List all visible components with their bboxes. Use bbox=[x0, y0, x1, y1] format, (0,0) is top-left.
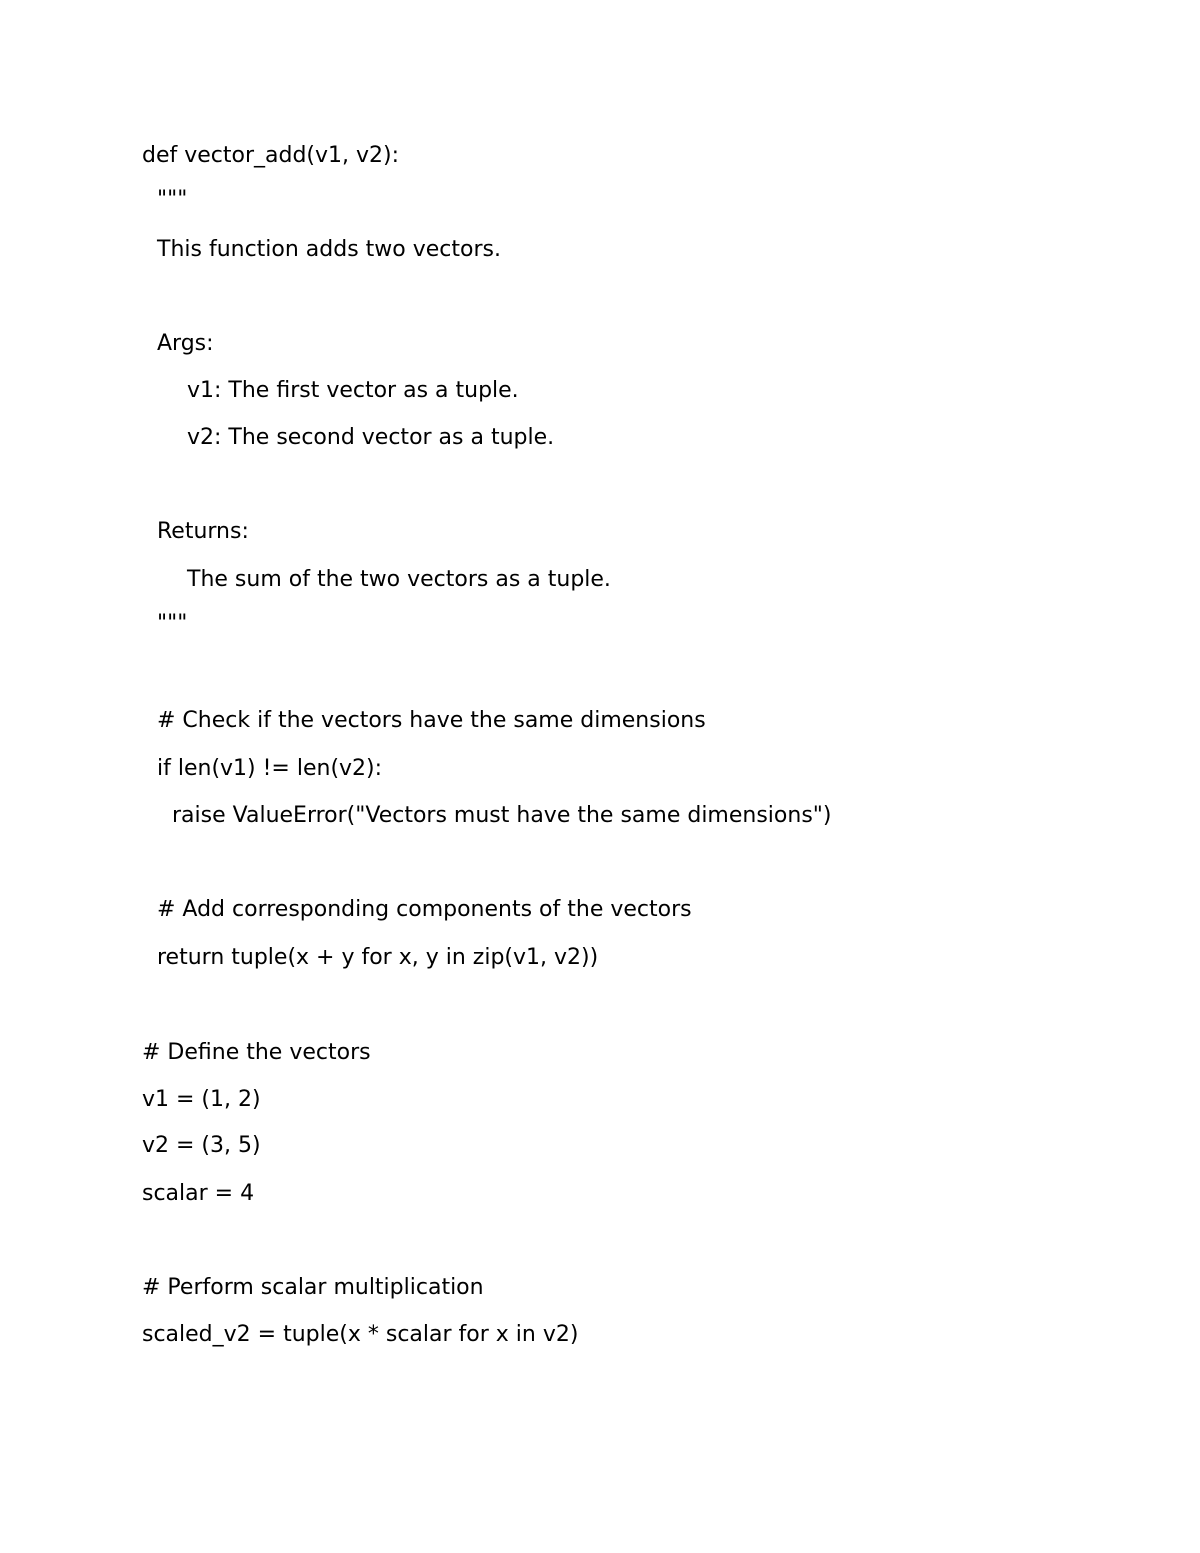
code-line-comment-add: # Add corresponding components of the vectors bbox=[157, 897, 692, 922]
code-line-args-heading: Args: bbox=[157, 331, 214, 356]
code-line-if: if len(v1) != len(v2): bbox=[157, 756, 383, 781]
code-line-v1: v1 = (1, 2) bbox=[142, 1087, 261, 1112]
code-line-comment-check: # Check if the vectors have the same dimensions bbox=[157, 708, 706, 733]
code-line-docstring-close: """ bbox=[157, 611, 188, 636]
code-line-arg-v2: v2: The second vector as a tuple. bbox=[187, 425, 555, 450]
code-line-scalar: scalar = 4 bbox=[142, 1181, 255, 1206]
code-line-return: return tuple(x + y for x, y in zip(v1, v2)) bbox=[157, 945, 599, 970]
code-line-def: def vector_add(v1, v2): bbox=[142, 143, 400, 168]
code-line-docstring-summary: This function adds two vectors. bbox=[157, 237, 501, 262]
code-line-raise: raise ValueError("Vectors must have the same dimensions") bbox=[172, 803, 832, 828]
code-line-returns-desc: The sum of the two vectors as a tuple. bbox=[187, 567, 611, 592]
code-line-returns-heading: Returns: bbox=[157, 519, 249, 544]
code-line-v2: v2 = (3, 5) bbox=[142, 1133, 261, 1158]
code-line-scaled: scaled_v2 = tuple(x * scalar for x in v2) bbox=[142, 1322, 579, 1347]
code-line-docstring-open: """ bbox=[157, 187, 188, 212]
code-line-comment-scalar: # Perform scalar multiplication bbox=[142, 1275, 484, 1300]
code-line-comment-define: # Define the vectors bbox=[142, 1040, 371, 1065]
code-line-arg-v1: v1: The first vector as a tuple. bbox=[187, 378, 519, 403]
